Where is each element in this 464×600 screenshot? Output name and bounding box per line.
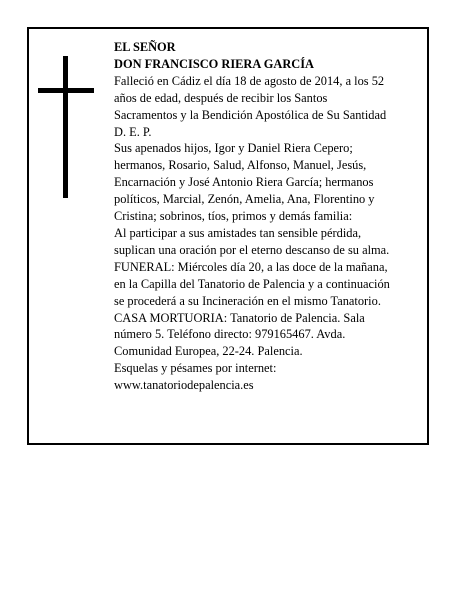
body-line: Comunidad Europea, 22-24. Palencia. bbox=[114, 344, 303, 359]
body-line: Encarnación y José Antonio Riera García; hermanos bbox=[114, 175, 374, 190]
body-line: Sus apenados hijos, Igor y Daniel Riera Cepero; bbox=[114, 141, 353, 156]
body-line: D. E. P. bbox=[114, 124, 152, 139]
website-link[interactable]: www.tanatoriodepalencia.es bbox=[114, 378, 254, 393]
heading-title: EL SEÑOR bbox=[114, 40, 176, 54]
obituary-text bbox=[114, 39, 424, 394]
deceased-name: DON FRANCISCO RIERA GARCÍA bbox=[114, 56, 314, 71]
body-line: CASA MORTUORIA: Tanatorio de Palencia. Sala bbox=[114, 310, 365, 325]
body-line: FUNERAL: Miércoles día 20, a las doce de la mañana, bbox=[114, 259, 388, 274]
body-line: suplican una oración por el eterno descanso de su alma. bbox=[114, 242, 390, 257]
body-line: Falleció en Cádiz el día 18 de agosto de 2014, a los 52 bbox=[114, 73, 385, 88]
body-line: en la Capilla del Tanatorio de Palencia y a continuación bbox=[114, 276, 390, 291]
body-line: Esquelas y pésames por internet: bbox=[114, 361, 277, 376]
body-line: hermanos, Rosario, Salud, Alfonso, Manuel, Jesús, bbox=[114, 158, 367, 173]
body-line: Sacramentos y la Bendición Apostólica de Su Santidad bbox=[114, 107, 387, 122]
body-line: Cristina; sobrinos, tíos, primos y demás familia: bbox=[114, 209, 353, 224]
cross-icon bbox=[63, 56, 68, 198]
body-line: políticos, Marcial, Zenón, Amelia, Ana, Florentino y bbox=[114, 192, 375, 207]
body-line: número 5. Teléfono directo: 979165467. Avda. bbox=[114, 327, 346, 342]
cross-icon-arm bbox=[38, 88, 94, 93]
body-line: Al participar a sus amistades tan sensible pérdida, bbox=[114, 225, 362, 240]
body-line: se procederá a su Incineración en el mismo Tanatorio. bbox=[114, 293, 381, 308]
body-line: años de edad, después de recibir los Santos bbox=[114, 90, 328, 105]
